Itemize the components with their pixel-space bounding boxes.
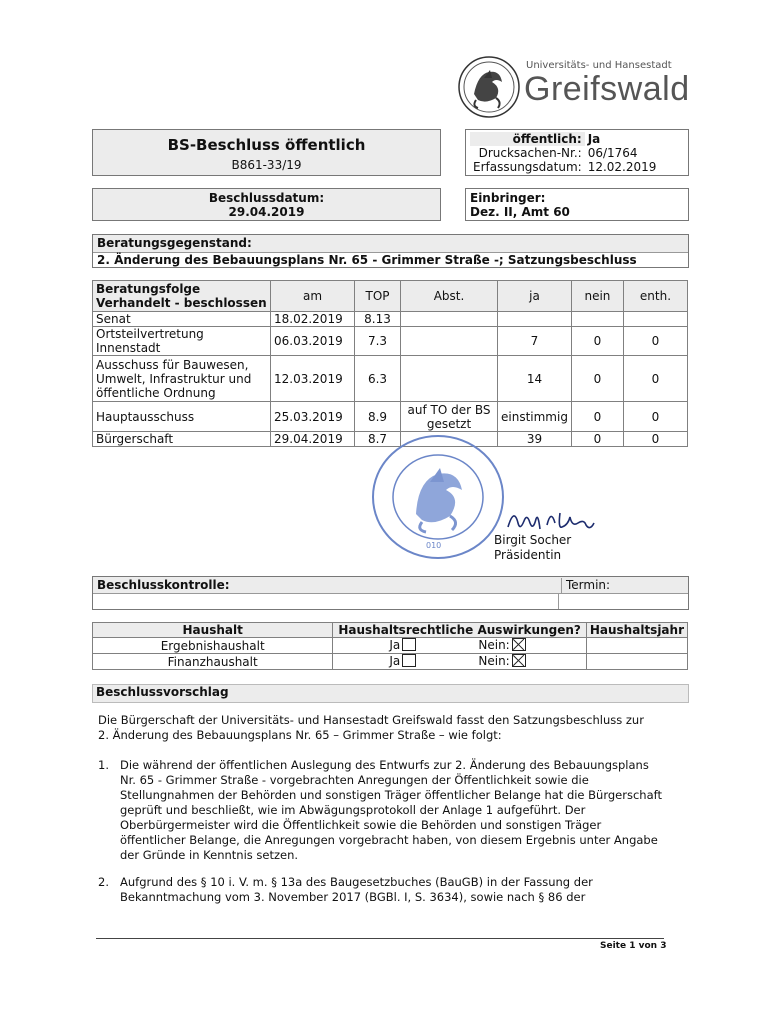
row-abst — [401, 327, 498, 356]
item-1-text — [120, 758, 690, 863]
yes-label: Ja — [389, 638, 401, 652]
decision-date-box — [92, 188, 441, 221]
row-am: 29.04.2019 — [271, 432, 355, 447]
no-checkbox-checked[interactable] — [512, 654, 526, 667]
row-am: 06.03.2019 — [271, 327, 355, 356]
no-checkbox-checked[interactable] — [512, 638, 526, 651]
budget-row-name: Finanzhaushalt — [93, 654, 333, 670]
item-1-line: Oberbürgermeister wird die Öffentlichkeit sowie die Behörden und sonstigen Träger — [120, 818, 602, 832]
public-value: Ja — [587, 132, 601, 146]
budget-row-name: Ergebnishaushalt — [93, 638, 333, 654]
budget-table — [92, 622, 688, 670]
no-label: Nein: — [478, 638, 510, 652]
table-row — [93, 654, 688, 670]
print-number-value: 06/1764 — [587, 146, 638, 160]
subject-label: Beratungsgegenstand: — [93, 235, 688, 252]
document-title: BS-Beschluss öffentlich — [167, 136, 366, 154]
proposal-heading: Beschlussvorschlag — [92, 684, 689, 703]
col-abst: Abst. — [401, 281, 498, 312]
col-am: am — [271, 281, 355, 312]
item-2-line: Aufgrund des § 10 i. V. m. § 13a des Baugesetzbuches (BauGB) in der Fassung der — [120, 875, 593, 889]
entry-date-label: Erfassungsdatum: — [473, 160, 582, 174]
yes-checkbox[interactable] — [402, 654, 416, 667]
sequence-header-line1: Beratungsfolge — [96, 282, 201, 296]
row-abst — [401, 356, 498, 402]
signatory-name: Birgit Socher — [494, 533, 572, 547]
row-body: Ortsteilvertretung Innenstadt — [93, 327, 271, 356]
row-body: Hauptausschuss — [93, 402, 271, 432]
row-nein: 0 — [571, 432, 623, 447]
table-row — [93, 327, 688, 356]
col-top: TOP — [355, 281, 401, 312]
table-row — [93, 312, 688, 327]
term-label: Termin: — [561, 578, 610, 593]
row-ja: einstimmig — [498, 402, 572, 432]
public-label: öffentlich: — [470, 132, 585, 146]
row-am: 12.03.2019 — [271, 356, 355, 402]
col-year: Haushaltsjahr — [586, 623, 687, 638]
row-enth — [623, 312, 687, 327]
no-label: Nein: — [478, 654, 510, 668]
row-nein: 0 — [571, 327, 623, 356]
signatory-role: Präsidentin — [494, 548, 562, 562]
item-2-line: Bekanntmachung vom 3. November 2017 (BGBl. I, S. 3634), sowie nach § 86 der — [120, 890, 586, 904]
col-nein: nein — [571, 281, 623, 312]
table-row — [93, 638, 688, 654]
table-row — [93, 402, 688, 432]
row-body: Senat — [93, 312, 271, 327]
row-top: 8.9 — [355, 402, 401, 432]
yes-checkbox[interactable] — [402, 638, 416, 651]
document-number: B861-33/19 — [231, 158, 302, 172]
row-am: 18.02.2019 — [271, 312, 355, 327]
info-box — [465, 129, 689, 176]
control-box — [92, 576, 689, 610]
subject-box — [92, 234, 689, 268]
print-number-label: Drucksachen-Nr.: — [478, 146, 582, 160]
row-top: 6.3 — [355, 356, 401, 402]
row-nein: 0 — [571, 402, 623, 432]
row-ja: 14 — [498, 356, 572, 402]
item-1-number: 1. — [98, 758, 109, 772]
row-nein — [571, 312, 623, 327]
row-body: Bürgerschaft — [93, 432, 271, 447]
col-ja: ja — [498, 281, 572, 312]
row-abst — [401, 312, 498, 327]
item-2-number: 2. — [98, 875, 109, 889]
row-enth: 0 — [623, 432, 687, 447]
title-box — [92, 129, 441, 176]
row-abst: auf TO der BS gesetzt — [401, 402, 498, 432]
row-ja: 39 — [498, 432, 572, 447]
row-ja — [498, 312, 572, 327]
page-number: Seite 1 von 3 — [600, 941, 667, 951]
sequence-header — [93, 281, 271, 312]
city-subtitle: Universitäts- und Hansestadt — [526, 60, 672, 71]
row-top: 7.3 — [355, 327, 401, 356]
row-enth: 0 — [623, 327, 687, 356]
intro-line: Die Bürgerschaft der Universitäts- und Hansestadt Greifswald fasst den Satzungsbeschluss zur — [98, 713, 644, 727]
col-effects: Haushaltsrechtliche Auswirkungen? — [333, 623, 586, 638]
city-crest-logo — [456, 54, 522, 120]
row-nein: 0 — [571, 356, 623, 402]
footer-divider — [96, 938, 664, 939]
row-enth: 0 — [623, 402, 687, 432]
row-enth: 0 — [623, 356, 687, 402]
item-1-line: Nr. 65 - Grimmer Straße - vorgebrachten Anregungen der Öffentlichkeit sowie die — [120, 773, 589, 787]
row-am: 25.03.2019 — [271, 402, 355, 432]
item-2-text — [120, 875, 690, 905]
sequence-table — [92, 280, 688, 447]
item-1-line: öffentlicher Belange, die Anregungen vorgebracht haben, von diesem Ergebnis unter Angabe — [120, 833, 658, 847]
intro-line: 2. Änderung des Bebauungsplans Nr. 65 – Grimmer Straße – wie folgt: — [98, 728, 502, 742]
control-label: Beschlusskontrolle: — [97, 578, 230, 592]
subject-value: 2. Änderung des Bebauungsplans Nr. 65 - Grimmer Straße -; Satzungsbeschluss — [93, 252, 688, 267]
row-top: 8.7 — [355, 432, 401, 447]
item-1-line: Die während der öffentlichen Auslegung des Entwurfs zur 2. Änderung des Bebauungsplans — [120, 758, 649, 772]
row-top: 8.13 — [355, 312, 401, 327]
sequence-header-line2: Verhandelt - beschlossen — [96, 296, 267, 310]
decision-date-value: 29.04.2019 — [228, 205, 305, 219]
submitter-label: Einbringer: — [470, 191, 546, 205]
item-1-line: Stellungnahmen der Behörden und sonstigen Träger öffentlicher Belange hat die Bürgerschaft — [120, 788, 662, 802]
item-1-line: der Gründe in Kenntnis setzen. — [120, 848, 299, 862]
yes-label: Ja — [389, 654, 401, 668]
entry-date-value: 12.02.2019 — [587, 160, 657, 174]
table-row — [93, 356, 688, 402]
proposal-body — [98, 713, 688, 743]
submitter-value: Dez. II, Amt 60 — [470, 205, 570, 219]
seal-number: 010 — [426, 541, 442, 550]
submitter-box — [465, 188, 689, 221]
decision-date-label: Beschlussdatum: — [208, 191, 325, 205]
col-enth: enth. — [623, 281, 687, 312]
city-name: Greifswald — [524, 70, 690, 108]
row-ja: 7 — [498, 327, 572, 356]
row-body: Ausschuss für Bauwesen, Umwelt, Infrastruktur und öffentliche Ordnung — [93, 356, 271, 402]
item-1-line: geprüft und beschließt, wie im Abwägungsprotokoll der Anlage 1 aufgeführt. Der — [120, 803, 586, 817]
col-haushalt: Haushalt — [93, 623, 333, 638]
